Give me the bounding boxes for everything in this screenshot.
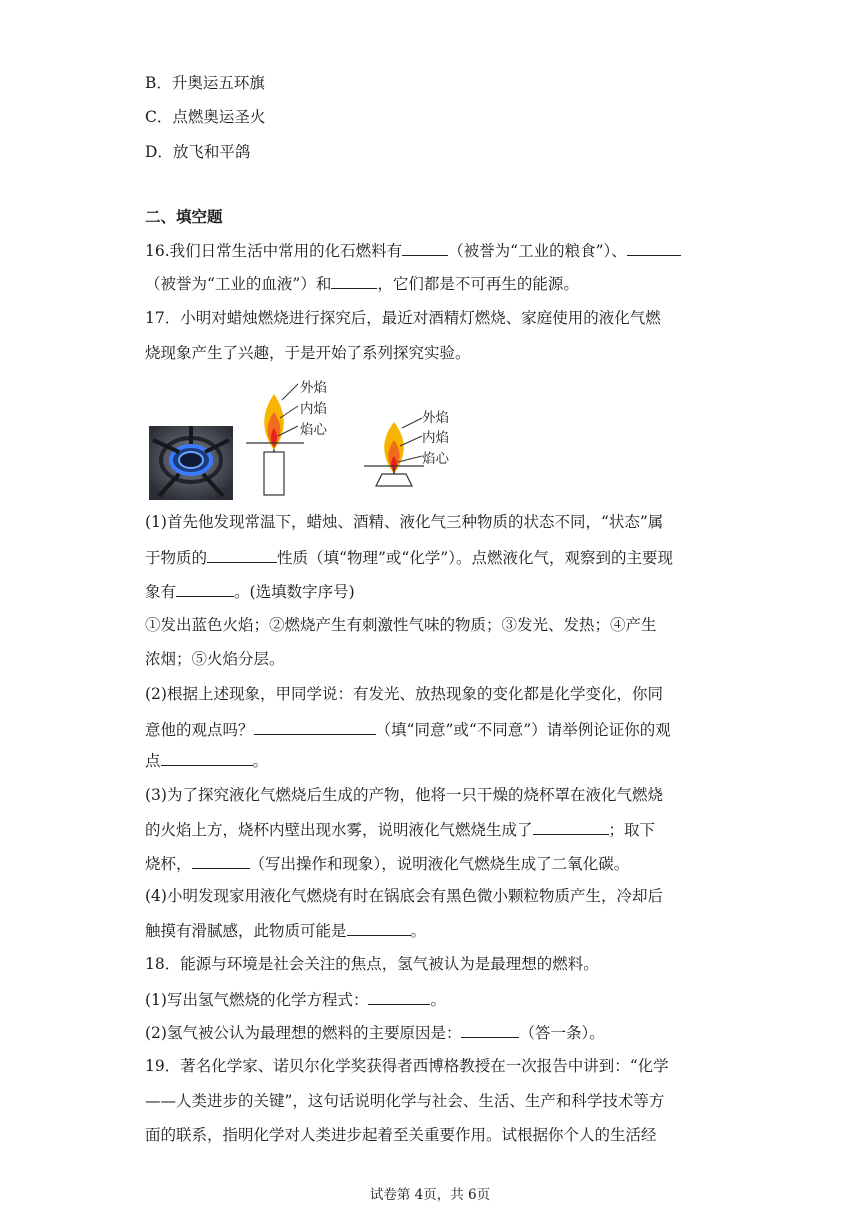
gas-stove-image — [149, 426, 233, 500]
q16-blank-1[interactable] — [402, 240, 448, 256]
q17-blank-water[interactable] — [533, 819, 609, 835]
q19-line-3: 面的联系，指明化学对人类进步起着至关重要作用。试根据你个人的生活经 — [145, 1126, 657, 1144]
q17-p2-line-2: 意他的观点吗？ （填“同意”或“不同意”）请举例论证你的观 — [145, 721, 671, 739]
q17-p2-line-1: (2)根据上述现象，甲同学说：有发光、放热现象的变化都是化学变化，你同 — [145, 685, 663, 703]
q16-blank-3[interactable] — [331, 273, 377, 289]
option-d: D．放飞和平鸽 — [145, 143, 251, 161]
q17-p3-line-2: 的火焰上方，烧杯内壁出现水雾，说明液化气燃烧生成了 ；取下 — [145, 821, 656, 839]
lamp-label-inner: 内焰 — [422, 430, 449, 446]
q17-blank-example[interactable] — [161, 750, 253, 766]
lamp-label-outer: 外焰 — [422, 410, 449, 426]
q18-blank-equation[interactable] — [368, 989, 430, 1005]
q17-p2-line-3: 点 。 — [145, 752, 269, 770]
candle-label-core: 焰心 — [300, 422, 327, 438]
q17-intro-1: 17．小明对蜡烛燃烧进行探究后，最近对酒精灯燃烧、家庭使用的液化气燃 — [145, 309, 661, 327]
q17-p3-line-3: 烧杯， （写出操作和现象），说明液化气燃烧生成了二氧化碳。 — [145, 855, 630, 873]
q19-line-2: ——人类进步的关键”，这句话说明化学与社会、生活、生产和科学技术等方 — [145, 1092, 665, 1110]
q18-p2: (2)氢气被公认为最理想的燃料的主要原因是： （答一条）。 — [145, 1024, 605, 1042]
section-title: 二、填空题 — [145, 208, 223, 226]
lamp-label-core: 焰心 — [422, 451, 449, 467]
q17-intro-2: 烧现象产生了兴趣，于是开始了系列探究实验。 — [145, 344, 471, 362]
q19-line-1: 19．著名化学家、诺贝尔化学奖获得者西博格教授在一次报告中讲到：“化学 — [145, 1057, 669, 1075]
q17-p3-line-1: (3)为了探究液化气燃烧后生成的产物，他将一只干燥的烧杯罩在液化气燃烧 — [145, 786, 663, 804]
q17-p4-line-2: 触摸有滑腻感，此物质可能是 。 — [145, 922, 427, 940]
q17-p1-line-3: 象有 。(选填数字序号) — [145, 583, 355, 601]
q17-blank-substance[interactable] — [347, 920, 411, 936]
q16-text-d: ，它们都是不可再生的能源。 — [377, 275, 579, 293]
q17-blank-operation[interactable] — [192, 853, 250, 869]
q16-line-2 — [145, 273, 717, 294]
q17-blank-property[interactable] — [207, 547, 277, 563]
q16-text-b: （被誉为“工业的粮食”）、 — [448, 242, 627, 260]
q16-line-1 — [145, 240, 717, 261]
q17-blank-agree[interactable] — [254, 719, 376, 735]
q17-p1-options-2: 浓烟；⑤火焰分层。 — [145, 650, 285, 668]
q17-p1-options-1: ①发出蓝色火焰；②燃烧产生有刺激性气味的物质；③发光、发热；④产生 — [145, 616, 657, 634]
option-c: C．点燃奥运圣火 — [145, 108, 266, 126]
q17-p1-line-2: 于物质的 性质（填“物理”或“化学”）。点燃液化气，观察到的主要现 — [145, 549, 673, 567]
candle-label-inner: 内焰 — [300, 401, 327, 417]
q16-blank-2[interactable] — [627, 240, 681, 256]
q18-p1: (1)写出氢气燃烧的化学方程式： 。 — [145, 991, 446, 1009]
q17-blank-phenomena[interactable] — [176, 581, 234, 597]
option-b: B．升奥运五环旗 — [145, 74, 265, 92]
q17-p1-line-1: (1)首先他发现常温下，蜡烛、酒精、液化气三种物质的状态不同，“状态”属 — [145, 513, 664, 531]
q16-text-c: （被誉为“工业的血液”）和 — [145, 275, 332, 293]
q17-p4-line-1: (4)小明发现家用液化气燃烧有时在锅底会有黑色微小颗粒物质产生，冷却后 — [145, 887, 663, 905]
q16-text-a: 16.我们日常生活中常用的化石燃料有 — [145, 242, 403, 260]
q18-blank-reason[interactable] — [461, 1022, 519, 1038]
candle-label-outer: 外焰 — [300, 380, 327, 396]
q18-intro: 18．能源与环境是社会关注的焦点，氢气被认为是最理想的燃料。 — [145, 955, 599, 973]
page-footer: 试卷第 4页，共 6页 — [369, 1187, 491, 1203]
